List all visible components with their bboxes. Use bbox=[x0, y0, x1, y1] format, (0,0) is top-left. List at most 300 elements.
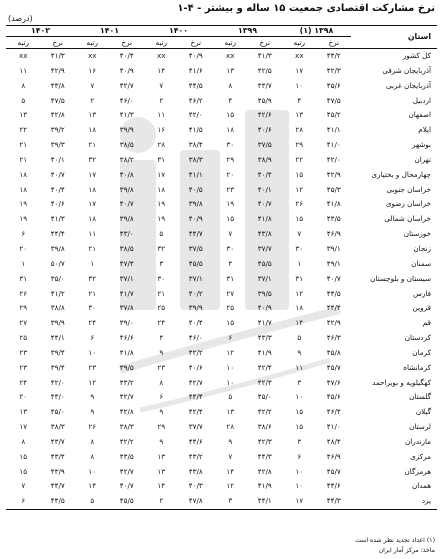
rank-cell: ۲۶ bbox=[19, 288, 28, 298]
table-row bbox=[6, 479, 437, 494]
province-name: کل کشور bbox=[402, 51, 431, 60]
rate-cell: ۴۲/۳ bbox=[326, 65, 341, 75]
rate-cell: ۴۰/۴ bbox=[257, 169, 272, 179]
rank-cell: ۱۲ bbox=[295, 288, 304, 298]
rate-cell: ۴۰/۹ bbox=[188, 214, 203, 224]
rank-cell: ۱۴ bbox=[157, 481, 166, 491]
rate-cell: ۴۲/۸ bbox=[119, 407, 134, 417]
rate-cell: ۳۹/۹ bbox=[50, 318, 65, 328]
rank-cell: ۳ bbox=[297, 377, 302, 387]
rank-cell: ۸ bbox=[159, 377, 164, 387]
rank-cell: ۵ bbox=[75, 494, 110, 509]
rate-cell: ۳۹/۸ bbox=[50, 243, 65, 253]
rank-cell: ۲۳ bbox=[19, 362, 28, 372]
rank-cell: ۲۳ bbox=[226, 184, 235, 194]
rank-cell: ۱۴ bbox=[157, 65, 166, 75]
rank-cell: ۲۳ bbox=[19, 347, 28, 357]
rate-cell: ۴۴/۴ bbox=[188, 392, 203, 402]
rate-cell: ۳۹/۸ bbox=[188, 199, 203, 209]
rate-cell: ۴۶/۴ bbox=[326, 407, 341, 417]
rate-cell: ۳۸/۸ bbox=[50, 303, 65, 313]
rate-cell: ۴۱/۱ bbox=[326, 125, 341, 135]
rate-cell: ۴۱/۷ bbox=[119, 288, 134, 298]
rank-cell: ۱۹ bbox=[226, 199, 235, 209]
rate-cell: ۴۰/۷ bbox=[326, 273, 341, 283]
province-name: مازندران bbox=[404, 436, 431, 446]
rate-cell: ۴۴/۲ bbox=[326, 51, 341, 60]
rank-cell: ۱۹ bbox=[19, 214, 28, 224]
rank-cell: xx bbox=[87, 51, 97, 60]
rank-cell: ۹ bbox=[297, 347, 302, 357]
rate-cell: ۳۷/۵ bbox=[257, 140, 272, 150]
rate-cell: ۳۵/۰ bbox=[50, 273, 65, 283]
table-row bbox=[6, 64, 437, 79]
rate-cell: ۳۷/۷ bbox=[257, 243, 272, 253]
rate-cell: ۳۸/۳ bbox=[50, 422, 65, 432]
table-row bbox=[6, 450, 437, 465]
rank-cell: ۶ bbox=[21, 229, 26, 239]
table-row bbox=[6, 212, 437, 227]
rate-cell: ۴۵/۰ bbox=[50, 407, 65, 417]
province-name: گلستان bbox=[409, 392, 431, 402]
table-row bbox=[6, 138, 437, 153]
rank-cell: ۱۱ bbox=[88, 229, 97, 239]
province-name: بوشهر bbox=[411, 140, 431, 150]
rate-cell: ۴۴/۵ bbox=[188, 80, 203, 90]
rate-cell: ۴۰/۷ bbox=[50, 169, 65, 179]
rate-cell: ۴۱/۲ bbox=[50, 288, 65, 298]
table-row bbox=[6, 242, 437, 257]
rate-cell: ۴۵/۰ bbox=[257, 392, 272, 402]
rate-cell: ۴۱/۰ bbox=[326, 140, 341, 150]
rank-cell: ۱۰ bbox=[295, 466, 304, 476]
rate-cell: ۴۸/۴ bbox=[326, 436, 341, 446]
rate-cell: ۴۳/۵ bbox=[119, 451, 134, 461]
table-row bbox=[6, 257, 437, 272]
rate-cell: ۴۴/۷ bbox=[50, 481, 65, 491]
province-header: استان bbox=[351, 26, 437, 49]
rank-cell: ۱۳ bbox=[295, 110, 304, 120]
rank-cell: ۲۱ bbox=[88, 288, 97, 298]
rate-cell: ۴۵/۷ bbox=[326, 466, 341, 476]
rate-cell: ۳۹/۰ bbox=[119, 318, 134, 328]
rate-cell: ۴۰/۴ bbox=[50, 184, 65, 194]
year-header: ۱۴۰۰ bbox=[144, 26, 213, 37]
rank-cell: ۲۱ bbox=[88, 140, 97, 150]
table-row bbox=[6, 197, 437, 212]
rate-cell: ۴۰/۲ bbox=[188, 288, 203, 298]
rank-cell: ۲۶ bbox=[88, 422, 97, 432]
rank-cell: ۲ bbox=[159, 95, 164, 105]
table-row bbox=[6, 123, 437, 138]
rank-cell: ۳۰ bbox=[157, 273, 166, 283]
rank-cell: ۸ bbox=[90, 436, 95, 446]
table-row bbox=[6, 346, 437, 361]
rate-cell: ۴۱/۰ bbox=[326, 422, 341, 432]
rate-cell: ۴۱/۳ bbox=[257, 51, 272, 60]
rank-cell: ۳۱ bbox=[295, 273, 304, 283]
rank-cell: ۷ bbox=[228, 451, 233, 461]
rank-cell: ۲۸ bbox=[295, 125, 304, 135]
table-body bbox=[6, 49, 437, 510]
rate-cell: ۳۸/۳ bbox=[119, 422, 134, 432]
rank-cell: ۱۰ bbox=[295, 80, 304, 90]
rate-cell: ۴۷/۸ bbox=[179, 494, 214, 509]
province-name: مرکزی bbox=[410, 451, 431, 461]
rate-cell: ۴۲/۸ bbox=[50, 110, 65, 120]
rank-cell: ۳۰ bbox=[226, 140, 235, 150]
rate-cell: ۴۷/۵ bbox=[50, 95, 65, 105]
rate-cell: ۳۹/۸ bbox=[119, 214, 134, 224]
rate-cell: ۴۴/۱ bbox=[248, 494, 283, 509]
rank-cell: ۲۱ bbox=[157, 288, 166, 298]
province-name: آذربایجان شرقی bbox=[382, 65, 431, 75]
year-header-row bbox=[6, 26, 437, 37]
rate-cell: ۴۴/۶ bbox=[188, 436, 203, 446]
province-name: قزوین bbox=[412, 303, 431, 313]
rate-cell: ۳۹/۱ bbox=[326, 243, 341, 253]
rank-cell: ۱۰ bbox=[88, 466, 97, 476]
rate-cell: ۴۵/۲ bbox=[326, 110, 341, 120]
rank-cell: ۷ bbox=[21, 481, 26, 491]
rate-cell: ۴۴/۵ bbox=[41, 494, 76, 509]
rank-cell: ۱۵ bbox=[295, 422, 304, 432]
rank-cell: ۱۷ bbox=[88, 169, 97, 179]
rate-cell: ۴۵/۵ bbox=[257, 258, 272, 268]
rate-cell: ۴۳/۷ bbox=[50, 436, 65, 446]
table-row bbox=[6, 465, 437, 480]
rank-cell: ۱۰ bbox=[88, 347, 97, 357]
rank-header: رتبه bbox=[213, 37, 248, 49]
rank-cell: ۱ bbox=[90, 258, 95, 268]
rank-cell: ۸ bbox=[90, 451, 95, 461]
rank-cell: ۱۶ bbox=[88, 65, 97, 75]
province-name: سیستان و بلوچستان bbox=[370, 273, 431, 283]
rank-cell: ۲۹ bbox=[19, 303, 28, 313]
province-name: کرمانشاه bbox=[403, 362, 431, 372]
rate-cell: ۴۰/۷ bbox=[119, 481, 134, 491]
rate-cell: ۴۵/۶ bbox=[326, 392, 341, 402]
rank-cell: ۲۴ bbox=[19, 377, 28, 387]
rate-cell: ۳۸/۴ bbox=[188, 140, 203, 150]
rank-cell: ۲۱ bbox=[19, 154, 28, 164]
rate-cell: ۴۲/۰ bbox=[188, 110, 203, 120]
rank-cell: ۲۱ bbox=[88, 243, 97, 253]
rate-cell: ۴۲/۲ bbox=[257, 407, 272, 417]
rate-cell: ۴۶/۲ bbox=[188, 95, 203, 105]
rank-cell: ۲۲ bbox=[19, 125, 28, 135]
rate-cell: ۴۵/۷ bbox=[326, 362, 341, 372]
unit-label: (درصد) bbox=[8, 14, 33, 23]
rate-cell: ۴۲/۶ bbox=[257, 110, 272, 120]
rate-cell: ۳۸/۶ bbox=[257, 422, 272, 432]
province-name: خراسان شمالی bbox=[384, 214, 431, 224]
table-row bbox=[6, 272, 437, 287]
rank-cell: ۴ bbox=[228, 95, 233, 105]
rate-cell: ۴۶/۰ bbox=[119, 95, 134, 105]
rank-cell: ۷ bbox=[228, 229, 233, 239]
rank-cell: ۳۱ bbox=[19, 273, 28, 283]
rate-cell: ۴۲/۷ bbox=[188, 377, 203, 387]
rate-cell: ۴۰/۴ bbox=[119, 51, 134, 60]
rate-cell: ۴۰/۶ bbox=[50, 199, 65, 209]
rank-cell: ۵ bbox=[297, 333, 302, 343]
rate-cell: ۳۹/۹ bbox=[188, 303, 203, 313]
rank-cell: ۲۴ bbox=[88, 318, 97, 328]
rate-cell: ۴۱/۹ bbox=[257, 347, 272, 357]
rate-cell: ۵۰/۷ bbox=[50, 258, 65, 268]
rate-cell: ۴۰/۴ bbox=[188, 318, 203, 328]
rank-cell: ۷ bbox=[159, 80, 164, 90]
rate-cell: ۴۵/۶ bbox=[326, 80, 341, 90]
rate-header: نرخ bbox=[248, 37, 283, 49]
rank-cell: ۱ bbox=[21, 258, 26, 268]
rate-cell: ۳۸/۵ bbox=[119, 140, 134, 150]
rate-cell: ۴۱/۳ bbox=[50, 51, 65, 60]
rank-cell: ۱۰ bbox=[295, 392, 304, 402]
rank-cell: ۶ bbox=[297, 451, 302, 461]
province-name: اردبیل bbox=[412, 95, 431, 105]
rank-cell: ۱۷ bbox=[282, 494, 317, 509]
year-header: ۱۴۰۱ bbox=[75, 26, 144, 37]
rank-cell: ۲۷ bbox=[19, 318, 28, 328]
rank-cell: ۱۸ bbox=[157, 184, 166, 194]
rank-header: رتبه bbox=[75, 37, 110, 49]
rank-cell: ۳ bbox=[213, 494, 248, 509]
rank-cell: ۳۲ bbox=[88, 273, 97, 283]
rank-cell: ۱۸ bbox=[19, 184, 28, 194]
rank-cell: ۲۷ bbox=[226, 288, 235, 298]
rate-cell: ۴۴/۳ bbox=[257, 451, 272, 461]
rank-cell: ۱ bbox=[297, 258, 302, 268]
rate-cell: ۴۰/۵ bbox=[188, 184, 203, 194]
rate-cell: ۴۲/۹ bbox=[326, 169, 341, 179]
rate-cell: ۴۳/۰ bbox=[119, 229, 134, 239]
rate-cell: ۴۷/۴ bbox=[119, 258, 134, 268]
rate-cell: ۴۲/۷ bbox=[119, 392, 134, 402]
rank-cell: ۱۲ bbox=[88, 377, 97, 387]
rate-cell: ۳۸/۹ bbox=[257, 154, 272, 164]
rank-cell: ۱۶ bbox=[157, 125, 166, 135]
rank-cell: ۲۵ bbox=[226, 303, 235, 313]
province-name: خراسان جنوبی bbox=[386, 184, 431, 194]
province-name: ایلام bbox=[418, 125, 431, 135]
rank-cell: ۱۹ bbox=[157, 214, 166, 224]
rate-cell: ۴۲/۹ bbox=[326, 318, 341, 328]
rank-cell: ۱۵ bbox=[19, 451, 28, 461]
rate-cell: ۴۳/۸ bbox=[50, 80, 65, 90]
rank-cell: ۱۳ bbox=[19, 110, 28, 120]
rank-cell: ۲۳ bbox=[157, 362, 166, 372]
table-row bbox=[6, 376, 437, 391]
rank-cell: ۱۲ bbox=[226, 481, 235, 491]
rank-cell: ۲۱ bbox=[19, 140, 28, 150]
rank-cell: ۱۷ bbox=[19, 422, 28, 432]
rank-cell: ۲۵ bbox=[19, 333, 28, 343]
table-row bbox=[6, 108, 437, 123]
rate-cell: ۴۴/۵ bbox=[326, 288, 341, 298]
rate-cell: ۴۶/۰ bbox=[188, 333, 203, 343]
rank-cell: ۲۸ bbox=[157, 140, 166, 150]
rank-cell: ۵ bbox=[228, 392, 233, 402]
rank-cell: ۸ bbox=[21, 80, 26, 90]
rank-header: رتبه bbox=[282, 37, 317, 49]
rate-cell: ۳۹/۳ bbox=[50, 140, 65, 150]
rank-cell: ۱۸ bbox=[19, 169, 28, 179]
rate-cell: ۴۴/۳ bbox=[317, 494, 352, 509]
rate-cell: ۴۵/۵ bbox=[188, 258, 203, 268]
rank-cell: ۲۴ bbox=[157, 318, 166, 328]
rate-cell: ۴۱/۳ bbox=[119, 110, 134, 120]
rate-cell: ۴۳/۸ bbox=[257, 229, 272, 239]
rate-cell: ۳۹/۴ bbox=[50, 362, 65, 372]
rate-cell: ۴۴/۷ bbox=[188, 229, 203, 239]
year-header: ۱۳۹۸ (۱) bbox=[282, 26, 351, 37]
province-name: آذربایجان غربی bbox=[386, 80, 431, 90]
rank-cell: ۱۸ bbox=[226, 125, 235, 135]
rate-cell: ۴۳/۲ bbox=[119, 377, 134, 387]
rate-cell: ۴۰/۱ bbox=[257, 184, 272, 194]
rate-cell: ۴۲/۷ bbox=[119, 80, 134, 90]
province-name: فارس bbox=[413, 288, 431, 298]
rate-cell: ۴۱/۹ bbox=[257, 481, 272, 491]
rank-cell: ۱۵ bbox=[295, 214, 304, 224]
rank-cell: ۱۹ bbox=[19, 199, 28, 209]
table-row bbox=[6, 361, 437, 376]
rank-cell: ۷ bbox=[90, 80, 95, 90]
rate-cell: ۴۲/۷ bbox=[119, 466, 134, 476]
table-row bbox=[6, 183, 437, 198]
rank-cell: ۲۹ bbox=[157, 422, 166, 432]
table-title: ۱-۴ - نرخ مشارکت اقتصادی جمعیت ۱۵ ساله و بیشتر bbox=[177, 3, 435, 14]
footnotes bbox=[355, 536, 435, 556]
rate-cell: ۴۳/۹ bbox=[50, 466, 65, 476]
rate-cell: ۳۷/۱ bbox=[119, 273, 134, 283]
rate-cell: ۴۰/۷ bbox=[119, 199, 134, 209]
rank-cell: ۱۸ bbox=[88, 184, 97, 194]
rank-cell: ۴ bbox=[159, 333, 164, 343]
rank-cell: ۲۰ bbox=[226, 169, 235, 179]
rank-cell: ۲۹ bbox=[295, 140, 304, 150]
rate-cell: ۳۷/۱ bbox=[257, 273, 272, 283]
table-row bbox=[6, 301, 437, 316]
rank-header: رتبه bbox=[144, 37, 179, 49]
rate-cell: ۳۸/۵ bbox=[119, 243, 134, 253]
rank-cell: xx bbox=[18, 51, 28, 60]
province-name: کرمان bbox=[412, 347, 431, 357]
rank-cell: ۱۳ bbox=[157, 466, 166, 476]
rate-cell: ۴۰/۳ bbox=[188, 481, 203, 491]
province-name: کردستان bbox=[404, 333, 431, 343]
rate-cell: ۳۷/۷ bbox=[188, 422, 203, 432]
rank-cell: ۹ bbox=[159, 347, 164, 357]
rank-cell: ۱۱ bbox=[19, 65, 28, 75]
rate-cell: ۴۶/۹ bbox=[326, 451, 341, 461]
rank-cell: ۹ bbox=[159, 436, 164, 446]
rate-cell: ۴۲/۰ bbox=[326, 154, 341, 164]
rank-cell: ۱۴ bbox=[88, 481, 97, 491]
rate-cell: ۳۷/۱ bbox=[188, 273, 203, 283]
rank-cell: ۲۰ bbox=[19, 392, 28, 402]
rate-cell: ۳۷/۵ bbox=[188, 243, 203, 253]
rate-cell: ۴۲/۴ bbox=[188, 407, 203, 417]
footnote-source: ماخذ: مرکز آمار ایران bbox=[378, 547, 435, 554]
rank-cell: ۳۱ bbox=[157, 154, 166, 164]
province-name: خوزستان bbox=[403, 229, 431, 239]
rate-cell: ۴۴/۱ bbox=[50, 333, 65, 343]
rate-cell: ۴۴/۴ bbox=[326, 303, 341, 313]
rank-cell: xx bbox=[294, 51, 304, 60]
rate-cell: ۴۱/۸ bbox=[257, 214, 272, 224]
rank-cell: ۶ bbox=[159, 392, 164, 402]
rank-cell: ۳۰ bbox=[295, 243, 304, 253]
rate-cell: ۳۹/۹ bbox=[119, 125, 134, 135]
rate-cell: ۴۰/۹ bbox=[188, 51, 203, 60]
rank-cell: xx bbox=[225, 51, 235, 60]
province-name: تهران bbox=[414, 154, 431, 164]
rank-cell: ۲۵ bbox=[157, 303, 166, 313]
rate-cell: ۴۰/۷ bbox=[257, 199, 272, 209]
table-row bbox=[6, 287, 437, 302]
rate-cell: ۴۲/۴ bbox=[257, 362, 272, 372]
rate-cell: ۴۷/۵ bbox=[326, 95, 341, 105]
rate-cell: ۴۱/۸ bbox=[326, 199, 341, 209]
rank-cell: ۱۲ bbox=[295, 184, 304, 194]
rate-cell: ۴۰/۶ bbox=[257, 125, 272, 135]
rank-cell: ۱۳ bbox=[88, 110, 97, 120]
rank-cell: ۱۵ bbox=[295, 169, 304, 179]
rank-cell: ۱۵ bbox=[295, 407, 304, 417]
province-name: قم bbox=[422, 318, 431, 328]
rate-cell: ۴۱/۱ bbox=[188, 169, 203, 179]
rank-cell: ۲۳ bbox=[88, 362, 97, 372]
rate-cell: ۳۹/۸ bbox=[119, 184, 134, 194]
table-row bbox=[6, 49, 437, 64]
table-row bbox=[6, 94, 437, 109]
rank-cell: ۳ bbox=[159, 258, 164, 268]
rank-cell: ۲۶ bbox=[295, 199, 304, 209]
rate-cell: ۴۲/۳ bbox=[257, 436, 272, 446]
rate-cell: ۳۷/۸ bbox=[119, 303, 134, 313]
rank-cell: ۱۲ bbox=[226, 347, 235, 357]
rank-cell: ۹ bbox=[90, 392, 95, 402]
rank-cell: ۸ bbox=[21, 436, 26, 446]
rank-cell: ۷ bbox=[297, 229, 302, 239]
rate-cell: ۴۶/۳ bbox=[326, 333, 341, 343]
footnote-revised: (۱) اعداد تجدید نظر شده است bbox=[355, 537, 435, 544]
province-name: گیلان bbox=[415, 407, 431, 417]
rate-cell: ۴۳/۴ bbox=[50, 451, 65, 461]
rate-cell: ۴۲/۲ bbox=[188, 347, 203, 357]
rate-cell: ۴۰/۹ bbox=[119, 65, 134, 75]
rate-cell: ۴۲/۰ bbox=[50, 377, 65, 387]
year-header: ۱۳۹۹ bbox=[213, 26, 282, 37]
rate-cell: ۴۱/۵ bbox=[188, 125, 203, 135]
rate-cell: ۳۹/۵ bbox=[257, 288, 272, 298]
rank-cell: ۲۸ bbox=[226, 422, 235, 432]
rank-cell: ۵ bbox=[159, 229, 164, 239]
rate-cell: ۴۳/۳ bbox=[257, 333, 272, 343]
rank-cell: ۲۰ bbox=[19, 243, 28, 253]
rate-cell: ۴۲/۲ bbox=[119, 436, 134, 446]
rank-cell: ۱۵ bbox=[226, 214, 235, 224]
rank-cell: ۹ bbox=[159, 407, 164, 417]
rate-cell: ۴۰/۸ bbox=[119, 169, 134, 179]
rate-cell: ۴۱/۷ bbox=[257, 318, 272, 328]
rate-header: نرخ bbox=[41, 37, 76, 49]
rank-cell: ۱۰ bbox=[226, 362, 235, 372]
province-name: لرستان bbox=[409, 422, 431, 432]
